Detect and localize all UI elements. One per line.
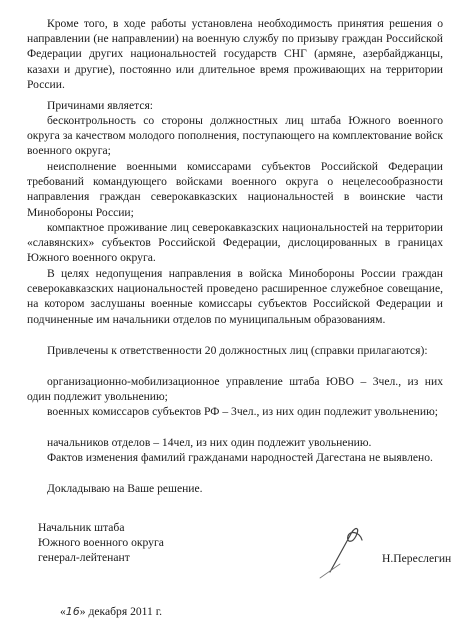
paragraph-report: Докладываю на Ваше решение. [47,482,203,495]
paragraph-causes-heading: Причинами является: [47,99,154,112]
paragraph-facts: Фактов изменения фамилий гражданами народностей Дагестана не выявлено. [47,451,433,464]
paragraph-resp-3: начальников отделов – 14чел, из них один подлежит увольнению. [47,436,372,449]
signature-name: Н.Переслегин [382,552,452,565]
paragraph-resp-1: организационно-мобилизационное управление штаба ЮВО – 3чел., из них один подлежит увольнению; [27,375,443,404]
signature-block [38,520,238,566]
date-open-quote: « [60,605,66,618]
paragraph-cause-1: бесконтрольность со стороны должностных лиц штаба Южного военного округа за качеством молодого пополнения, поступающего на комплектование войск военного округа; [27,114,443,158]
signature-title-line2: Южного военного округа [38,536,164,550]
signature-title-line1: Начальник штаба [38,521,125,534]
paragraph-resp-2: военных комиссаров субъектов РФ – 3чел., из них один подлежит увольнению; [47,405,438,418]
date-line [60,604,162,619]
paragraph-cause-2: неисполнение военными комиссарами субъектов Российской Федерации требований командующего войсками военного округа о нецелесообразности направления граждан северокавказских национальностей в воинские части Минобороны России; [27,160,443,219]
paragraph-cause-3: компактное проживание лиц северокавказских национальностей на территории «славянских» субъектов Российской Федерации, дислоцированных в границах Южного военного округа. [27,221,443,265]
date-month-year: декабря 2011 г. [88,605,163,618]
handwritten-signature [300,512,380,582]
date-close-quote: » [79,605,86,618]
paragraph-intro: Кроме того, в ходе работы установлена необходимость принятия решения о направлении (не направлении) на военную службу по призыву граждан Российской Федерации других национальностей государств СНГ (армяне, азербайджанцы, казахи и другие), постоянно или длительное время проживающих на территории России. [27,17,443,91]
signature-title-line3: генерал-лейтенант [38,551,130,565]
paragraph-responsibility: Привлечены к ответственности 20 должностных лиц (справки прилагаются): [47,344,428,357]
paragraph-measures: В целях недопущения направления в войска Минобороны России граждан северокавказских национальностей проведено расширенное служебное совещание, на котором заслушаны военные комиссары субъектов Российской Федерации и подчиненные им начальники отделов по муниципальным образованиям. [27,267,443,326]
date-day-handwritten: 16 [65,605,80,618]
